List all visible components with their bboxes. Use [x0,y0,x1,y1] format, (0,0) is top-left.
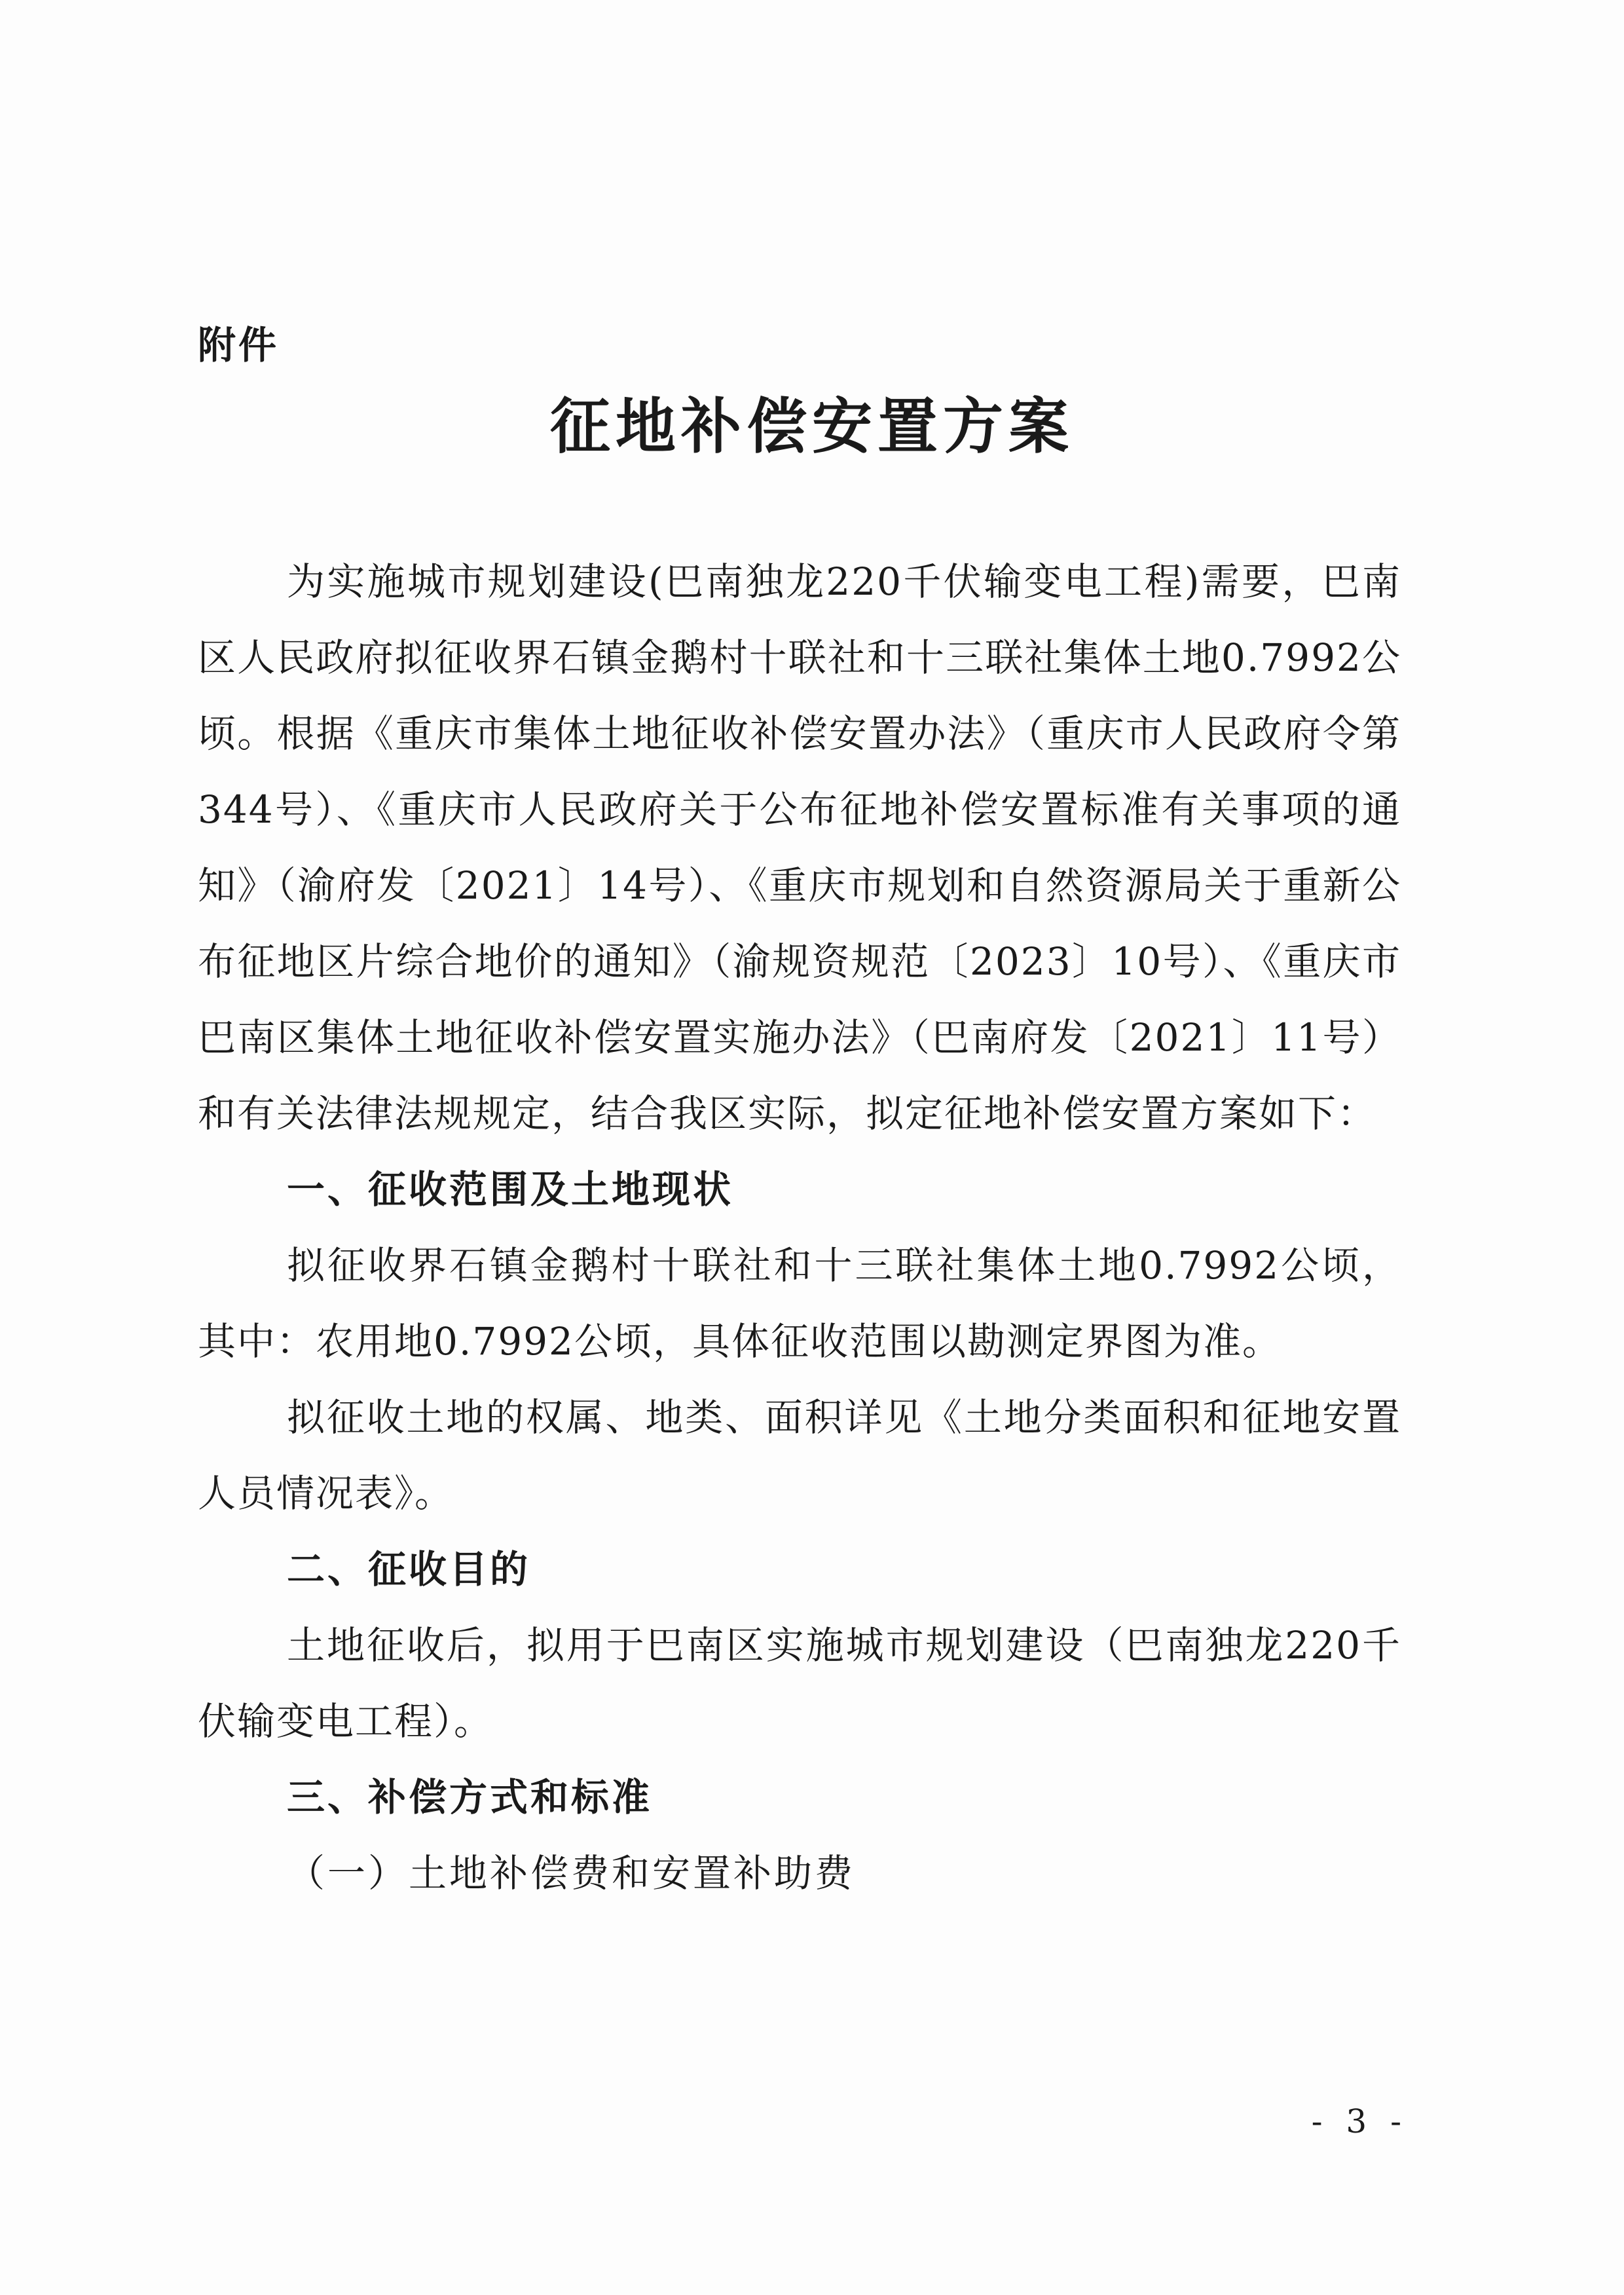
section-heading-compensation: 三、补偿方式和标准 [287,1775,653,1819]
attachment-label: 附件 [198,323,280,367]
scope-paragraph: 拟征收界石镇金鹅村十联社和十三联社集体土地0.7992公顷，其中：农用地0.7992公顷，具体征收范围以勘测定界图为准。 [198,1243,1401,1364]
document-title: 征地补偿安置方案 [549,391,1074,462]
document-body [198,544,1401,1911]
ownership-paragraph: 拟征收土地的权属、地类、面积详见《土地分类面积和征地安置人员情况表》。 [198,1395,1401,1516]
intro-paragraph: 为实施城市规划建设(巴南独龙220千伏输变电工程)需要，巴南区人民政府拟征收界石镇金鹅村十联社和十三联社集体土地0.7992公顷。根据《重庆市集体土地征收补偿安置办法》（重庆市人民政府令第344号）、《重庆市人民政府关于公布征地补偿安置标准有关事项的通知》（渝府发〔2021〕14号）、《重庆市规划和自然资源局关于重新公布征地区片综合地价的通知》（渝规资规范〔2023〕10号）、《重庆市巴南区集体土地征收补偿安置实施办法》（巴南府发〔2021〕11号）和有关法律法规规定，结合我区实际，拟定征地补偿安置方案如下： [198,559,1401,1136]
purpose-paragraph: 土地征收后，拟用于巴南区实施城市规划建设（巴南独龙220千伏输变电工程）。 [198,1623,1401,1744]
section-heading-purpose: 二、征收目的 [287,1547,531,1592]
section-heading-scope: 一、征收范围及土地现状 [287,1167,734,1212]
subsection-heading-land-compensation: （一）土地补偿费和安置补助费 [287,1851,856,1895]
page-number: - 3 - [1311,2102,1408,2140]
